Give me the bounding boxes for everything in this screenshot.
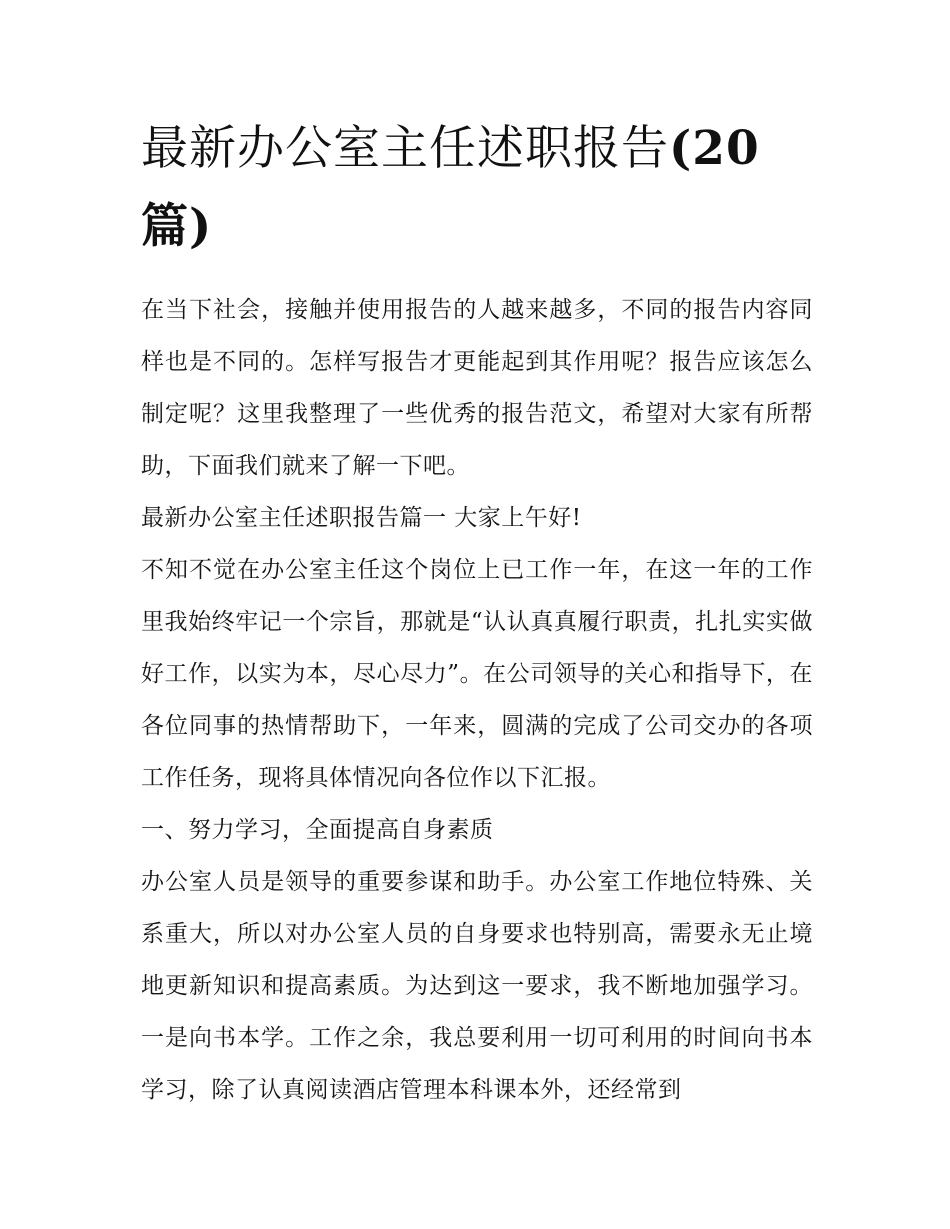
- body-paragraph: 办公室人员是领导的重要参谋和助手。办公室工作地位特殊、关系重大，所以对办公室人员的自身要求也特别高，需要永无止境地更新知识和提高素质。为达到这一要求，我不断地加强学习。一是向书本学。工作之余，我总要利用一切可利用的时间向书本学习，除了认真阅读酒店管理本科课本外，还经常到: [141, 869, 813, 1103]
- document-title: [141, 110, 813, 266]
- title-main: 最新办公室主任述职报告: [141, 121, 669, 176]
- body-paragraph: 不知不觉在办公室主任这个岗位上已工作一年，在这一年的工作里我始终牢记一个宗旨，那就是“认认真真履行职责，扎扎实实做好工作，以实为本，尽心尽力”。在公司领导的关心和指导下，在各位同事的热情帮助下，一年来，圆满的完成了公司交办的各项工作任务，现将具体情况向各位作以下汇报。: [141, 557, 813, 791]
- intro-paragraph: 在当下社会，接触并使用报告的人越来越多，不同的报告内容同样也是不同的。怎样写报告才更能起到其作用呢？报告应该怎么制定呢？这里我整理了一些优秀的报告范文，希望对大家有所帮助，下面我们就来了解一下吧。: [141, 297, 813, 479]
- document-body: [141, 110, 813, 1116]
- title-suffix: (20篇): [141, 121, 760, 254]
- section-heading-greeting: 最新办公室主任述职报告篇一 大家上午好!: [141, 505, 582, 531]
- section-heading-study: 一、努力学习，全面提高自身素质: [141, 817, 494, 843]
